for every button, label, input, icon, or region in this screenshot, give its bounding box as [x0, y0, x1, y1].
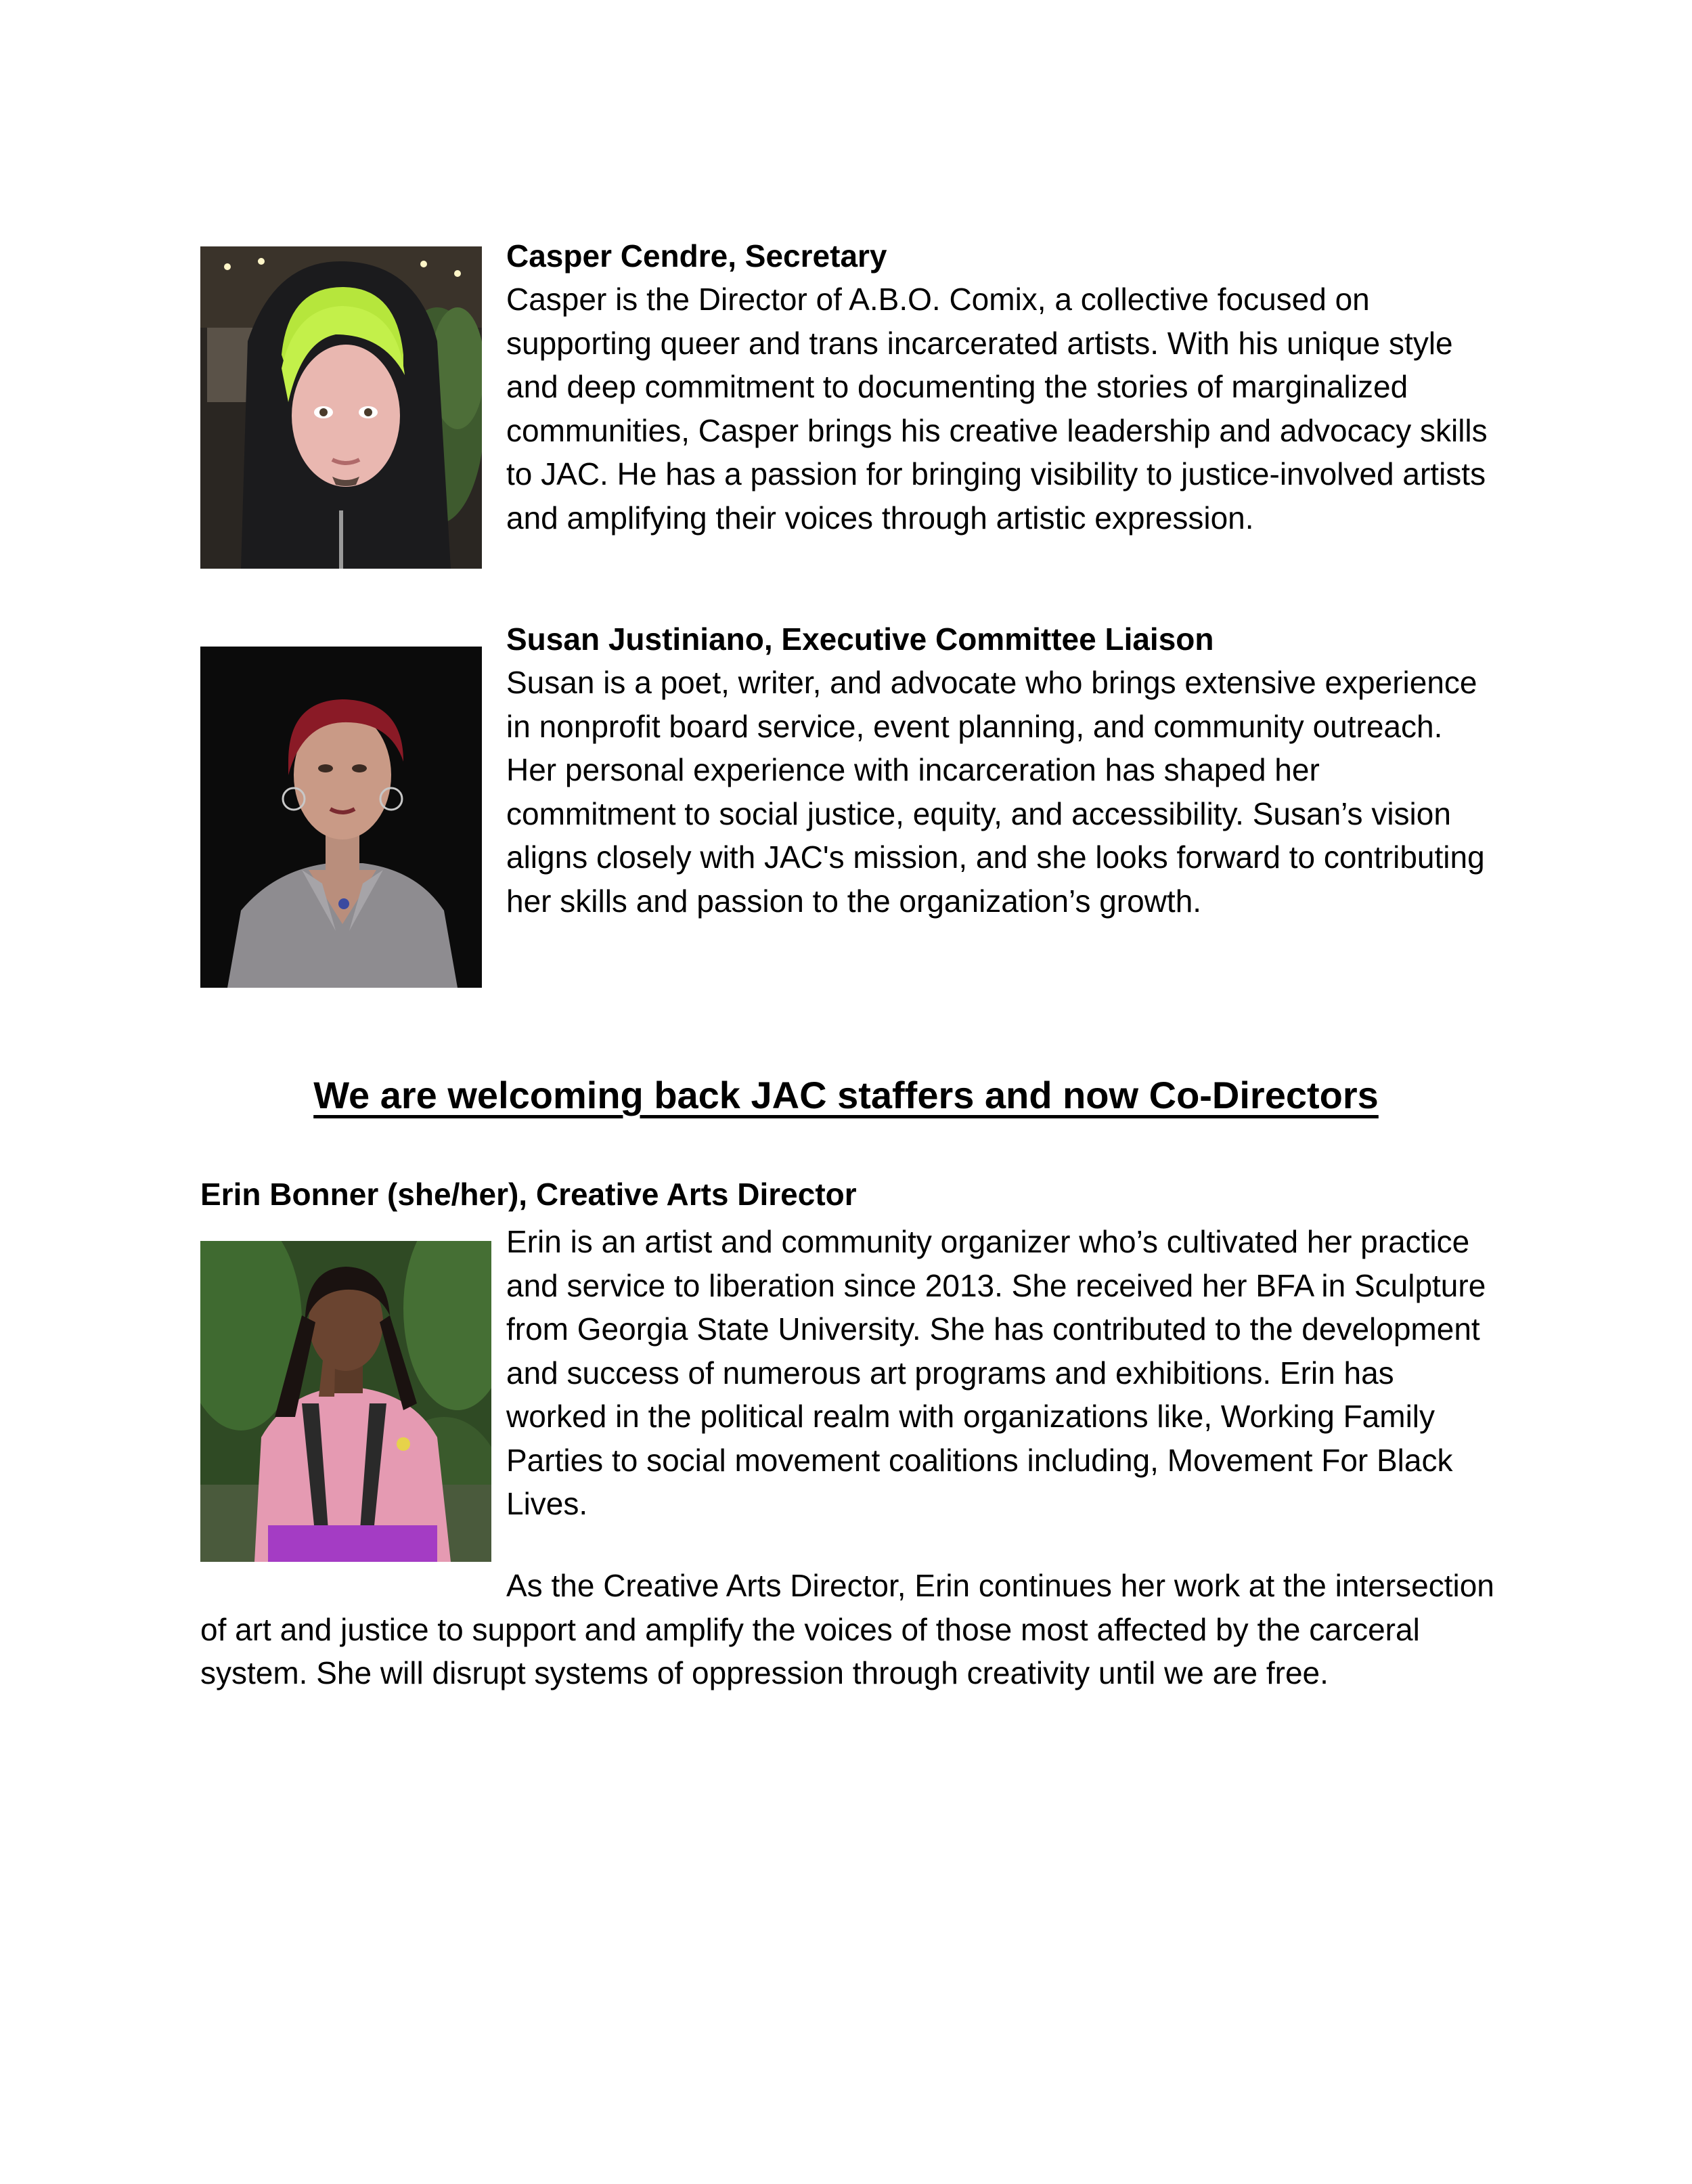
- casper-photo: [200, 246, 482, 569]
- profile-name-susan: Susan Justiniano, Executive Committee Liaison: [506, 621, 1214, 657]
- director-bio-intro: Erin is an artist and community organizer who’s cultivated her practice and service to liberation since 2013. She received her BFA in Sculpture from Georgia State University. She has contributed to the development and success of numerous art programs and exhibitions. Erin has worked in the political realm with organizations like, Working Family Parties to social movement coalitions including, Movement For Black Lives.: [506, 1224, 1486, 1521]
- erin-photo: [200, 1241, 491, 1562]
- profile-bio-susan: Susan is a poet, writer, and advocate who brings extensive experience in nonprofit board service, event planning, and community outreach. Her personal experience with incarceration has shaped her commitment to social justice, equity, and accessibility. Susan’s vision aligns closely with JAC's mission, and she looks forward to contributing her skills and passion to the organization’s growth.: [506, 665, 1485, 919]
- susan-photo: [200, 647, 482, 988]
- director-name: Erin Bonner (she/her), Creative Arts Director: [200, 1177, 857, 1212]
- director-bio-role: As the Creative Arts Director, Erin continues her work at the intersection of art and justice to support and amplify the voices of those most affected by the carceral system. She will disrupt systems of oppression through creativity until we are free.: [200, 1568, 1494, 1690]
- section-heading: We are welcoming back JAC staffers and now Co-Directors: [313, 1074, 1379, 1116]
- profile-bio-casper: Casper is the Director of A.B.O. Comix, a collective focused on supporting queer and trans incarcerated artists. With his unique style and deep commitment to documenting the stories of marginalized communities, Casper brings his creative leadership and advocacy skills to JAC. He has a passion for bringing visibility to justice-involved artists and amplifying their voices through artistic expression.: [506, 282, 1488, 536]
- profile-name-casper: Casper Cendre, Secretary: [506, 238, 887, 274]
